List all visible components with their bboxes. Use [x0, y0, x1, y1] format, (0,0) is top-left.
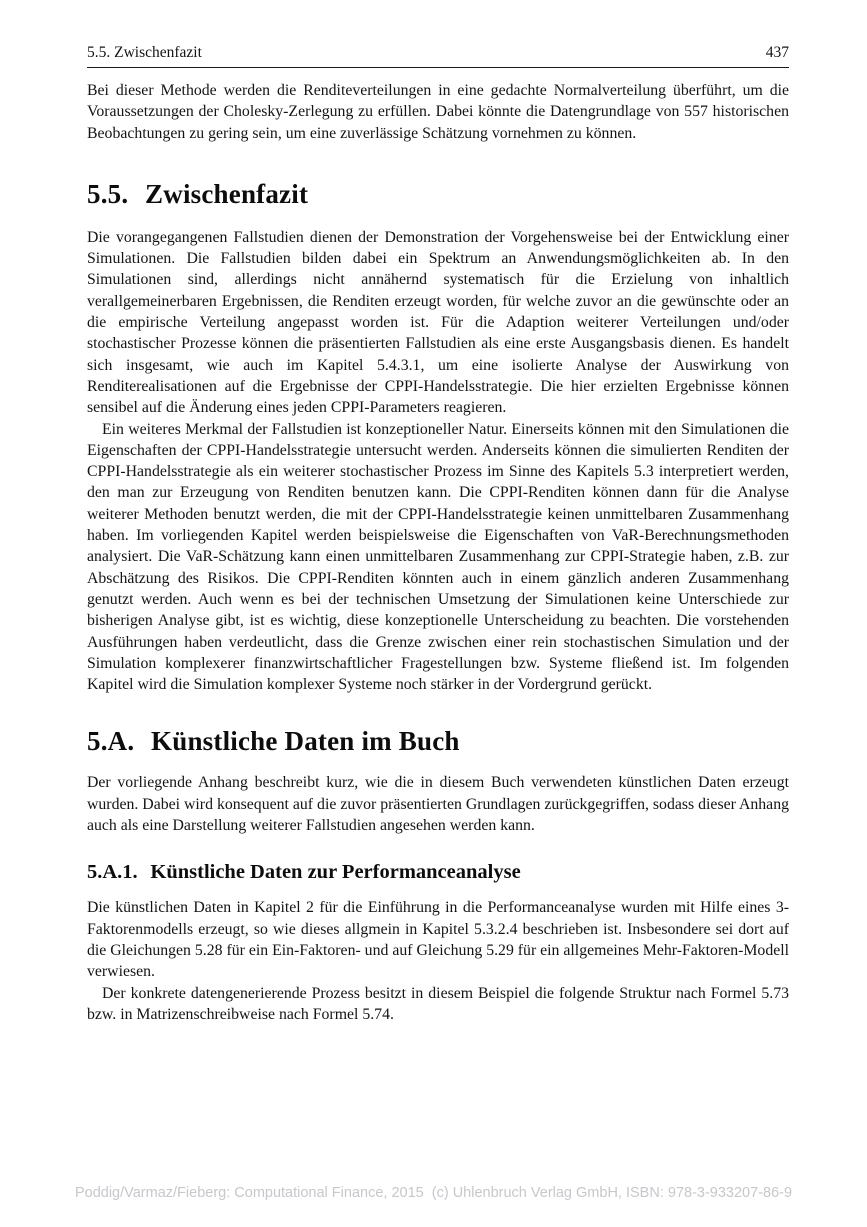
page-content [87, 0, 789, 1025]
section-title: Künstliche Daten im Buch [151, 726, 460, 757]
paragraph-5-a-1-2: Der konkrete datengenerierende Prozess besitzt in diesem Beispiel die folgende Struktur nach Formel 5.73 bzw. in Matrizenschreibweise nach Formel 5.74. [87, 984, 789, 1023]
paragraph-5-a-1-1: Die künstlichen Daten in Kapitel 2 für die Einführung in die Performanceanalyse wurden mit Hilfe eines 3-Faktorenmodells erzeugt, so wie dieses allgmein in Kapitel 5.3.2.4 beschrieben ist. Insbesondere sei dort auf die Gleichungen 5.28 für ein Ein-Faktoren- und auf Gleichung 5.29 für ein allgemeines Mehr-Faktoren-Modell verwiesen. [87, 899, 790, 981]
paragraph-5-5-2: Ein weiteres Merkmal der Fallstudien ist konzeptioneller Natur. Einerseits können mit den Simulationen die Eigenschaften der CPPI-Handelsstrategie untersucht werden. Anderseits können die simulierten Renditen der CPPI-Handelsstrategie als ein weiterer stochastischer Prozess im Sinne des Kapitels 5.3 interpretiert werden, den man zur Erzeugung von Renditen benutzen kann. Die CPPI-Renditen können dann für die Analyse weiterer Methoden benutzt werden, die mit der CPPI-Handelsstrategie keinen unmittelbaren Zusammenhang haben. Im vorliegenden Kapitel werden beispielsweise die Eigenschaften von VaR-Berechnungsmethoden analysiert. Die VaR-Schätzung kann einen unmittelbaren Zusammenhang zur CPPI-Strategie haben, z.B. zur Abschätzung des Risikos. Die CPPI-Renditen könnten auch in einem gänzlich anderen Zusammenhang genutzt werden. Auch wenn es bei der technischen Umsetzung der Simulationen keine Unterschiede zur bisherigen Analyse gibt, ist es wichtig, diese konzeptionelle Unterscheidung zu beachten. Die vorstehenden Ausführungen haben verdeutlicht, dass die Grenze zwischen einer rein stochastischen Simulation und der Simulation komplexerer finanzwirtschaftlicher Fragestellungen bzw. Systeme fließend ist. Im folgenden Kapitel wird die Simulation komplexer Systeme noch stärker in der Vordergrund gerückt. [87, 420, 789, 694]
section-heading-5-a [87, 726, 789, 757]
subsection-number: 5.A.1. [87, 861, 138, 884]
section-number: 5.A. [87, 726, 135, 757]
section-title: Zwischenfazit [145, 178, 309, 209]
subsection-heading-5-a-1 [87, 861, 789, 884]
paragraph-5-a-1: Der vorliegende Anhang beschreibt kurz, wie die in diesem Buch verwendeten künstlichen Daten erzeugt wurden. Dabei wird konsequent auf die zuvor präsentierten Grundlagen zurückgegriffen, sodass dieser Anhang auch als eine Darstellung weiterer Fallstudien angesehen werden kann. [87, 774, 789, 835]
paragraph-5-5-1: Die vorangegangenen Fallstudien dienen der Demonstration der Vorgehensweise bei der Entwicklung einer Simulationen. Die Fallstudien bilden dabei ein Spektrum an Anwendungsmöglichkeiten ab. In den Simulationen sind, allerdings nicht annähernd systematisch für die Erzielung von inhaltlich verallgemeinerbaren Ergebnissen, die Renditen erzeugt worden, für welche zuvor an die gewünschte oder an die empirische Verteilung angepasst worden ist. Für die Adaption weiterer Verteilungen und/oder stochastischer Prozesse können die präsentierten Fallstudien als eine erste Ausgangsbasis dienen. Es handelt sich insgesamt, wie auch im Kapitel 5.4.3.1, um eine isolierte Analyse der Auswirkung von Renditerealisationen auf die Ergebnisse der CPPI-Handelsstrategie. Die hier erzielten Ergebnisse können sensibel auf die Änderung eines jeden CPPI-Parameters reagieren. [87, 228, 789, 417]
subsection-title: Künstliche Daten zur Performanceanalyse [150, 861, 521, 884]
section-heading-5-5 [87, 179, 789, 210]
footer-credit: Poddig/Varmaz/Fieberg: Computational Finance, 2015 (c) Uhlenbruch Verlag GmbH, ISBN: 978-3-933207-86-9 [74, 1185, 793, 1201]
running-head [87, 0, 789, 68]
running-head-section: 5.5. Zwischenfazit [87, 44, 202, 61]
intro-paragraph: Bei dieser Methode werden die Renditeverteilungen in eine gedachte Normalverteilung überführt, um die Voraussetzungen der Cholesky-Zerlegung zu erfüllen. Dabei könnte die Datengrundlage von 557 historischen Beobachtungen zu gering sein, um eine zuverlässige Schätzung vornehmen zu können. [87, 82, 789, 142]
section-number: 5.5. [87, 178, 129, 209]
page-number: 437 [765, 44, 789, 61]
